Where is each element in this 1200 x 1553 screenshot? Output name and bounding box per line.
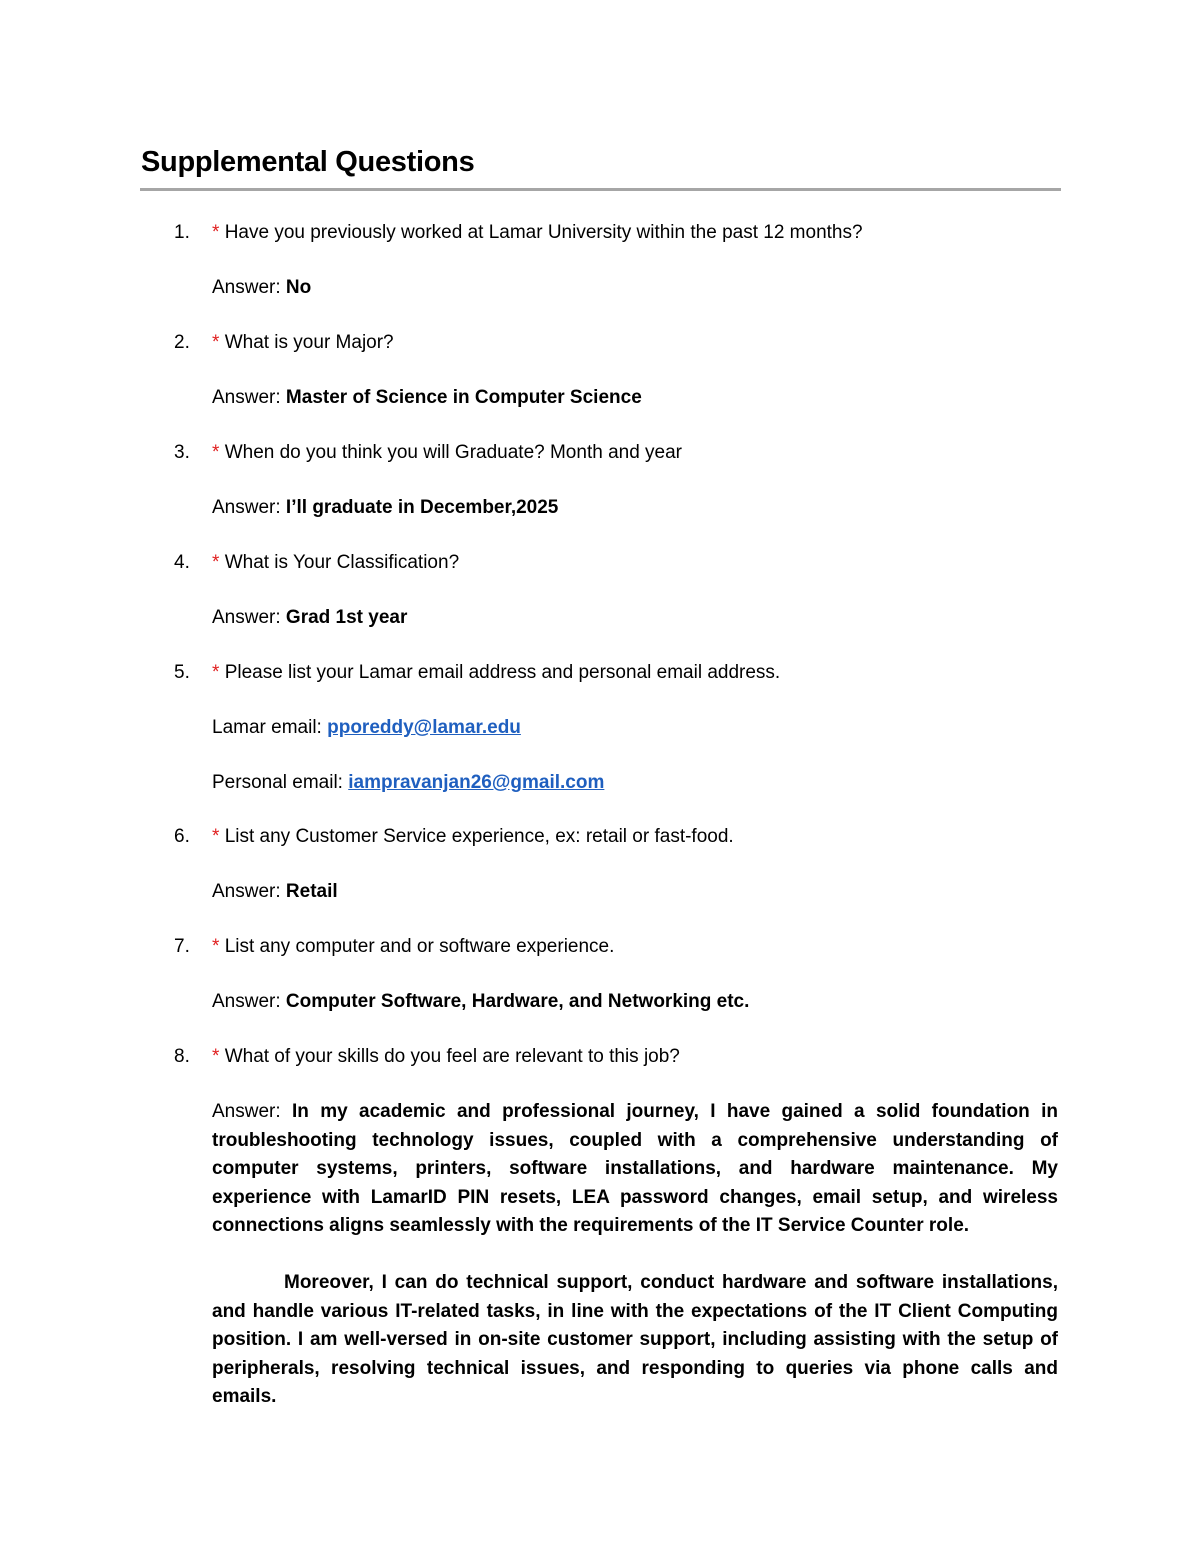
question-text: What of your skills do you feel are relevant to this job?	[224, 1046, 680, 1067]
question-text: What is Your Classification?	[224, 552, 460, 573]
answer-text: In my academic and professional journey, I have gained a solid foundation in troubleshooting technology issues, coupled with a comprehensive understanding of computer systems, printers, software installations, and hardware maintenance. My experience with LamarID PIN resets, LEA password changes, email setup, and wireless connections aligns seamlessly with the requirements of the IT Service Counter role.	[212, 1101, 1058, 1236]
answer-2	[212, 386, 642, 410]
answer-value: No	[285, 277, 312, 298]
answer-value: Master of Science in Computer Science	[285, 387, 642, 408]
required-marker: *	[212, 1046, 220, 1067]
question-text: List any computer and or software experience.	[224, 936, 615, 957]
question-4	[174, 551, 459, 575]
required-marker: *	[212, 332, 220, 353]
question-1	[174, 221, 863, 245]
answer-1	[212, 276, 311, 300]
question-number: 8.	[174, 1046, 190, 1067]
answer-8-paragraph-2: Moreover, I can do technical support, conduct hardware and software installations, and handle various IT-related tasks, in line with the expectations of the IT Client Computing position. I am well-versed in on-site customer support, including assisting with the setup of peripherals, resolving technical issues, and responding to queries via phone calls and emails.	[212, 1272, 1058, 1407]
personal-email-link[interactable]: iampravanjan26@gmail.com	[348, 772, 605, 793]
question-2	[174, 331, 394, 355]
answer-4	[212, 606, 407, 630]
required-marker: *	[212, 442, 220, 463]
heading-divider	[140, 188, 1061, 191]
answer-label: Answer:	[212, 387, 281, 408]
answer-label: Answer:	[212, 1101, 281, 1122]
question-3	[174, 441, 682, 465]
question-number: 4.	[174, 552, 190, 573]
required-marker: *	[212, 222, 220, 243]
answer-7	[212, 990, 749, 1014]
answer-value: Grad 1st year	[285, 607, 408, 628]
answer-label: Answer:	[212, 991, 281, 1012]
page-title: Supplemental Questions	[141, 146, 475, 178]
question-text: When do you think you will Graduate? Month and year	[224, 442, 683, 463]
question-text: Please list your Lamar email address and personal email address.	[224, 662, 781, 683]
answer-value: I’ll graduate in December,2025	[285, 497, 559, 518]
lamar-email-link[interactable]: pporeddy@lamar.edu	[327, 717, 521, 738]
answer-value: Retail	[285, 881, 338, 902]
question-7	[174, 935, 614, 959]
personal-email-line	[212, 771, 604, 795]
lamar-email-line	[212, 716, 521, 740]
question-6	[174, 825, 734, 849]
answer-label: Answer:	[212, 497, 281, 518]
lamar-email-label: Lamar email:	[212, 717, 322, 738]
question-number: 3.	[174, 442, 190, 463]
required-marker: *	[212, 662, 220, 683]
answer-label: Answer:	[212, 607, 281, 628]
required-marker: *	[212, 936, 220, 957]
question-number: 5.	[174, 662, 190, 683]
question-number: 1.	[174, 222, 190, 243]
question-8	[174, 1045, 680, 1069]
answer-label: Answer:	[212, 277, 281, 298]
question-text: What is your Major?	[224, 332, 394, 353]
required-marker: *	[212, 552, 220, 573]
question-text: Have you previously worked at Lamar University within the past 12 months?	[224, 222, 863, 243]
answer-6	[212, 880, 338, 904]
answer-8-paragraph-1	[212, 1098, 1058, 1241]
question-text: List any Customer Service experience, ex: retail or fast-food.	[224, 826, 734, 847]
answer-label: Answer:	[212, 881, 281, 902]
answer-3	[212, 496, 558, 520]
personal-email-label: Personal email:	[212, 772, 343, 793]
answer-value: Computer Software, Hardware, and Networking etc.	[285, 991, 750, 1012]
question-number: 7.	[174, 936, 190, 957]
question-number: 2.	[174, 332, 190, 353]
question-number: 6.	[174, 826, 190, 847]
required-marker: *	[212, 826, 220, 847]
question-5	[174, 661, 780, 685]
